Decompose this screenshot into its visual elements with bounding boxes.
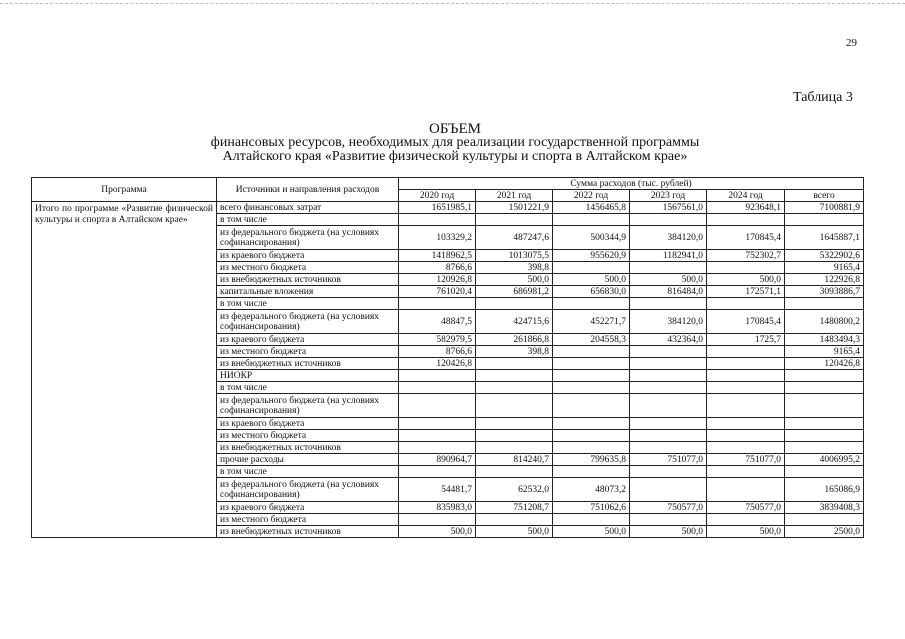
table-row xyxy=(32,202,864,214)
year-value-cell xyxy=(707,430,785,442)
year-value-cell xyxy=(630,214,707,226)
year-value-cell xyxy=(476,358,553,370)
year-value-cell xyxy=(707,214,785,226)
source-label-cell: в том числе xyxy=(217,382,399,394)
year-value-cell: 1456465,8 xyxy=(553,202,630,214)
year-value-cell: 204558,3 xyxy=(553,334,630,346)
total-value-cell: 9165,4 xyxy=(785,346,864,358)
financial-resources-table xyxy=(31,177,864,538)
source-label-cell: из краевого бюджета xyxy=(217,250,399,262)
year-value-cell: 120926,8 xyxy=(399,274,476,286)
year-value-cell xyxy=(630,418,707,430)
year-value-cell xyxy=(476,382,553,394)
year-value-cell: 761020,4 xyxy=(399,286,476,298)
year-value-cell: 398,8 xyxy=(476,262,553,274)
source-label-cell: из краевого бюджета xyxy=(217,502,399,514)
year-value-cell: 500,0 xyxy=(630,274,707,286)
source-label-cell: в том числе xyxy=(217,298,399,310)
year-value-cell: 398,8 xyxy=(476,346,553,358)
year-value-cell: 48073,2 xyxy=(553,478,630,502)
year-value-cell: 1013075,5 xyxy=(476,250,553,262)
year-value-cell xyxy=(476,370,553,382)
source-label-cell: из внебюджетных источников xyxy=(217,274,399,286)
source-label-cell: из местного бюджета xyxy=(217,430,399,442)
year-value-cell: 452271,7 xyxy=(553,310,630,334)
source-label-cell: капитальные вложения xyxy=(217,286,399,298)
year-value-cell: 424715,6 xyxy=(476,310,553,334)
year-value-cell: 1182941,0 xyxy=(630,250,707,262)
total-value-cell: 1645887,1 xyxy=(785,226,864,250)
year-value-cell xyxy=(707,418,785,430)
year-value-cell xyxy=(399,466,476,478)
year-value-cell: 500,0 xyxy=(707,274,785,286)
total-value-cell xyxy=(785,370,864,382)
total-value-cell: 2500,0 xyxy=(785,526,864,538)
header-total: всего xyxy=(785,190,864,202)
total-value-cell xyxy=(785,430,864,442)
header-year: 2024 год xyxy=(707,190,785,202)
year-value-cell xyxy=(630,478,707,502)
year-value-cell xyxy=(553,214,630,226)
source-label-cell: из местного бюджета xyxy=(217,346,399,358)
year-value-cell xyxy=(707,358,785,370)
source-label-cell: из местного бюджета xyxy=(217,262,399,274)
year-value-cell xyxy=(630,394,707,418)
total-value-cell: 5322902,6 xyxy=(785,250,864,262)
year-value-cell xyxy=(553,370,630,382)
heading-line-3: Алтайского края «Развитие физической культуры и спорта в Алтайском крае» xyxy=(222,149,688,164)
year-value-cell xyxy=(476,418,553,430)
year-value-cell: 1725,7 xyxy=(707,334,785,346)
year-value-cell: 1651985,1 xyxy=(399,202,476,214)
year-value-cell xyxy=(553,394,630,418)
year-value-cell: 816484,0 xyxy=(630,286,707,298)
year-value-cell xyxy=(476,514,553,526)
year-value-cell: 384120,0 xyxy=(630,310,707,334)
year-value-cell xyxy=(630,262,707,274)
document-heading xyxy=(150,122,760,164)
year-value-cell: 752302,7 xyxy=(707,250,785,262)
heading-line-2: финансовых ресурсов, необходимых для реализации государственной программы xyxy=(210,135,700,150)
total-value-cell: 1483494,3 xyxy=(785,334,864,346)
year-value-cell xyxy=(553,514,630,526)
year-value-cell xyxy=(630,514,707,526)
program-name-cell: Итого по программе «Развитие физической культуры и спорта в Алтайском крае» xyxy=(32,202,217,538)
year-value-cell: 103329,2 xyxy=(399,226,476,250)
year-value-cell xyxy=(553,298,630,310)
year-value-cell: 487247,6 xyxy=(476,226,553,250)
year-value-cell xyxy=(399,418,476,430)
year-value-cell: 923648,1 xyxy=(707,202,785,214)
year-value-cell xyxy=(630,358,707,370)
year-value-cell xyxy=(476,430,553,442)
year-value-cell xyxy=(630,346,707,358)
year-value-cell xyxy=(476,466,553,478)
year-value-cell: 172571,1 xyxy=(707,286,785,298)
year-value-cell xyxy=(630,370,707,382)
year-value-cell: 750577,0 xyxy=(707,502,785,514)
year-value-cell: 500,0 xyxy=(399,526,476,538)
year-value-cell: 500,0 xyxy=(707,526,785,538)
year-value-cell: 62532,0 xyxy=(476,478,553,502)
heading-title: ОБЪЕМ xyxy=(429,121,481,137)
total-value-cell xyxy=(785,394,864,418)
year-value-cell xyxy=(399,214,476,226)
year-value-cell xyxy=(553,418,630,430)
source-label-cell: всего финансовых затрат xyxy=(217,202,399,214)
total-value-cell xyxy=(785,382,864,394)
year-value-cell: 500,0 xyxy=(553,526,630,538)
year-value-cell xyxy=(630,430,707,442)
header-sources: Источники и направления расходов xyxy=(217,178,399,202)
total-value-cell: 1480800,2 xyxy=(785,310,864,334)
table-body xyxy=(32,202,864,538)
year-value-cell xyxy=(399,442,476,454)
year-value-cell: 955620,9 xyxy=(553,250,630,262)
source-label-cell: в том числе xyxy=(217,466,399,478)
header-year: 2023 год xyxy=(630,190,707,202)
source-label-cell: из федерального бюджета (на условиях софинансирования) xyxy=(217,394,399,418)
year-value-cell: 814240,7 xyxy=(476,454,553,466)
year-value-cell: 751208,7 xyxy=(476,502,553,514)
total-value-cell: 3839408,3 xyxy=(785,502,864,514)
year-value-cell: 432364,0 xyxy=(630,334,707,346)
total-value-cell: 165086,9 xyxy=(785,478,864,502)
year-value-cell: 500,0 xyxy=(553,274,630,286)
year-value-cell: 54481,7 xyxy=(399,478,476,502)
year-value-cell xyxy=(630,466,707,478)
year-value-cell xyxy=(707,514,785,526)
source-label-cell: прочие расходы xyxy=(217,454,399,466)
total-value-cell: 122926,8 xyxy=(785,274,864,286)
year-value-cell xyxy=(553,466,630,478)
year-value-cell xyxy=(707,478,785,502)
year-value-cell: 1567561,0 xyxy=(630,202,707,214)
year-value-cell xyxy=(399,298,476,310)
year-value-cell: 890964,7 xyxy=(399,454,476,466)
year-value-cell: 48847,5 xyxy=(399,310,476,334)
year-value-cell: 500,0 xyxy=(476,526,553,538)
year-value-cell: 656830,0 xyxy=(553,286,630,298)
total-value-cell: 3093886,7 xyxy=(785,286,864,298)
year-value-cell xyxy=(399,514,476,526)
year-value-cell xyxy=(630,442,707,454)
source-label-cell: из внебюджетных источников xyxy=(217,358,399,370)
year-value-cell xyxy=(553,430,630,442)
year-value-cell xyxy=(630,298,707,310)
year-value-cell: 799635,8 xyxy=(553,454,630,466)
year-value-cell xyxy=(476,394,553,418)
year-value-cell xyxy=(476,298,553,310)
year-value-cell xyxy=(553,442,630,454)
source-label-cell: из местного бюджета xyxy=(217,514,399,526)
page-top-edge xyxy=(0,3,905,4)
source-label-cell: НИОКР xyxy=(217,370,399,382)
year-value-cell xyxy=(707,394,785,418)
year-value-cell: 751077,0 xyxy=(630,454,707,466)
total-value-cell xyxy=(785,466,864,478)
year-value-cell xyxy=(707,346,785,358)
source-label-cell: из федерального бюджета (на условиях софинансирования) xyxy=(217,310,399,334)
source-label-cell: в том числе xyxy=(217,214,399,226)
header-year: 2020 год xyxy=(399,190,476,202)
year-value-cell xyxy=(707,382,785,394)
year-value-cell xyxy=(630,382,707,394)
year-value-cell: 500,0 xyxy=(630,526,707,538)
year-value-cell xyxy=(476,442,553,454)
year-value-cell xyxy=(476,214,553,226)
source-label-cell: из внебюджетных источников xyxy=(217,526,399,538)
year-value-cell xyxy=(707,262,785,274)
year-value-cell: 261866,8 xyxy=(476,334,553,346)
source-label-cell: из внебюджетных источников xyxy=(217,442,399,454)
year-value-cell xyxy=(399,382,476,394)
page-number: 29 xyxy=(846,37,857,49)
year-value-cell: 1418962,5 xyxy=(399,250,476,262)
year-value-cell xyxy=(399,394,476,418)
total-value-cell xyxy=(785,442,864,454)
total-value-cell: 7100881,9 xyxy=(785,202,864,214)
total-value-cell: 120426,8 xyxy=(785,358,864,370)
year-value-cell: 500344,9 xyxy=(553,226,630,250)
total-value-cell xyxy=(785,418,864,430)
year-value-cell xyxy=(707,442,785,454)
header-year: 2022 год xyxy=(553,190,630,202)
total-value-cell xyxy=(785,514,864,526)
year-value-cell: 751077,0 xyxy=(707,454,785,466)
year-value-cell xyxy=(553,262,630,274)
total-value-cell xyxy=(785,298,864,310)
source-label-cell: из федерального бюджета (на условиях софинансирования) xyxy=(217,478,399,502)
year-value-cell: 835983,0 xyxy=(399,502,476,514)
year-value-cell: 170845,4 xyxy=(707,226,785,250)
year-value-cell xyxy=(553,346,630,358)
year-value-cell: 170845,4 xyxy=(707,310,785,334)
year-value-cell: 1501221,9 xyxy=(476,202,553,214)
year-value-cell: 686981,2 xyxy=(476,286,553,298)
year-value-cell: 750577,0 xyxy=(630,502,707,514)
header-sum: Сумма расходов (тыс. рублей) xyxy=(399,178,864,190)
year-value-cell xyxy=(707,298,785,310)
year-value-cell: 751062,6 xyxy=(553,502,630,514)
year-value-cell: 582979,5 xyxy=(399,334,476,346)
year-value-cell xyxy=(553,358,630,370)
year-value-cell: 500,0 xyxy=(476,274,553,286)
year-value-cell: 8766,6 xyxy=(399,262,476,274)
table-label: Таблица 3 xyxy=(793,90,853,105)
total-value-cell xyxy=(785,214,864,226)
year-value-cell xyxy=(707,466,785,478)
year-value-cell: 8766,6 xyxy=(399,346,476,358)
source-label-cell: из краевого бюджета xyxy=(217,334,399,346)
year-value-cell xyxy=(707,370,785,382)
header-year: 2021 год xyxy=(476,190,553,202)
year-value-cell: 384120,0 xyxy=(630,226,707,250)
year-value-cell: 120426,8 xyxy=(399,358,476,370)
total-value-cell: 4006995,2 xyxy=(785,454,864,466)
header-program: Программа xyxy=(32,178,217,202)
source-label-cell: из федерального бюджета (на условиях софинансирования) xyxy=(217,226,399,250)
year-value-cell xyxy=(553,382,630,394)
year-value-cell xyxy=(399,430,476,442)
year-value-cell xyxy=(399,370,476,382)
total-value-cell: 9165,4 xyxy=(785,262,864,274)
source-label-cell: из краевого бюджета xyxy=(217,418,399,430)
